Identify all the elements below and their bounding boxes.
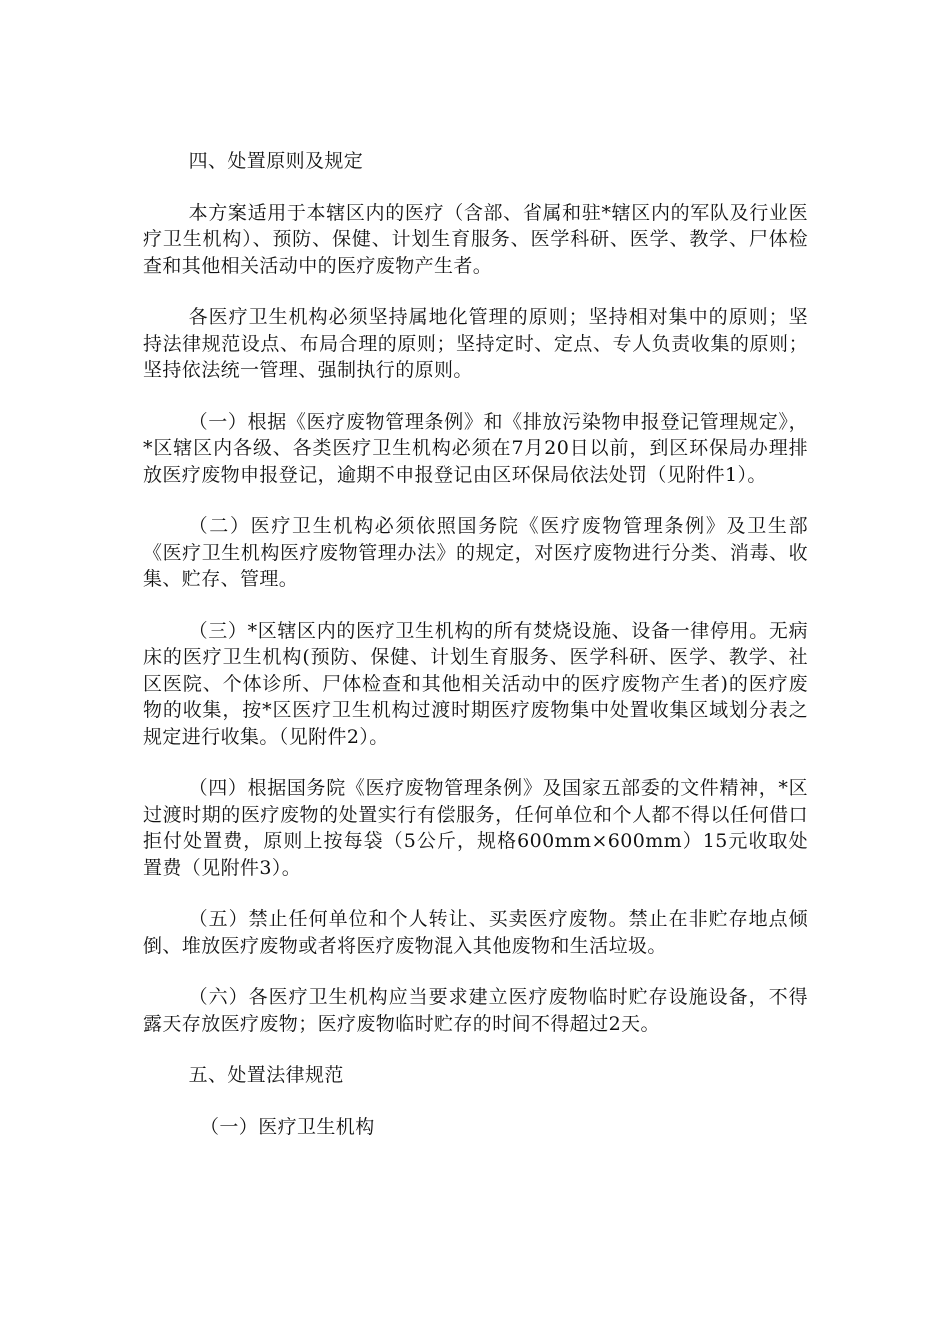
- paragraph-item-5: （五）禁止任何单位和个人转让、买卖医疗废物。禁止在非贮存地点倾倒、堆放医疗废物或者将医疗废物混入其他废物和生活垃圾。: [143, 908, 808, 957]
- paragraph-item-4: （四）根据国务院《医疗废物管理条例》及国家五部委的文件精神，*区过渡时期的医疗废物的处置实行有偿服务，任何单位和个人都不得以任何借口拒付处置费，原则上按每袋（5公斤，规格600mm×600mm）15元收取处置费（见附件3）。: [143, 777, 808, 879]
- paragraph-scope: 本方案适用于本辖区内的医疗（含部、省属和驻*辖区内的军队及行业医疗卫生机构）、预防、保健、计划生育服务、医学科研、医学、教学、尸体检查和其他相关活动中的医疗废物产生者。: [143, 201, 808, 277]
- subsection-heading-1: （一）医疗卫生机构: [200, 1115, 375, 1138]
- paragraph-principles: 各医疗卫生机构必须坚持属地化管理的原则；坚持相对集中的原则；坚持法律规范设点、布局合理的原则；坚持定时、定点、专人负责收集的原则；坚持依法统一管理、强制执行的原则。: [143, 306, 808, 381]
- paragraph-item-3: （三）*区辖区内的医疗卫生机构的所有焚烧设施、设备一律停用。无病床的医疗卫生机构(预防、保健、计划生育服务、医学科研、医学、教学、社区医院、个体诊所、尸体检查和其他相关活动中的医疗废物产生者)的医疗废物的收集，按*区医疗卫生机构过渡时期医疗废物集中处置收集区域划分表之规定进行收集。（见附件2）。: [143, 619, 808, 748]
- paragraph-item-1: （一）根据《医疗废物管理条例》和《排放污染物申报登记管理规定》，*区辖区内各级、各类医疗卫生机构必须在7月20日以前，到区环保局办理排放医疗废物申报登记，逾期不申报登记由区环保局依法处罚（见附件1）。: [143, 410, 808, 486]
- paragraph-item-6: （六）各医疗卫生机构应当要求建立医疗废物临时贮存设施设备，不得露天存放医疗废物；医疗废物临时贮存的时间不得超过2天。: [143, 986, 808, 1035]
- section-heading-4: 四、处置原则及规定: [188, 150, 364, 172]
- paragraph-item-2: （二）医疗卫生机构必须依照国务院《医疗废物管理条例》及卫生部《医疗卫生机构医疗废物管理办法》的规定，对医疗废物进行分类、消毒、收集、贮存、管理。: [143, 515, 808, 590]
- section-heading-5: 五、处置法律规范: [188, 1064, 344, 1086]
- document-body: [143, 148, 808, 1140]
